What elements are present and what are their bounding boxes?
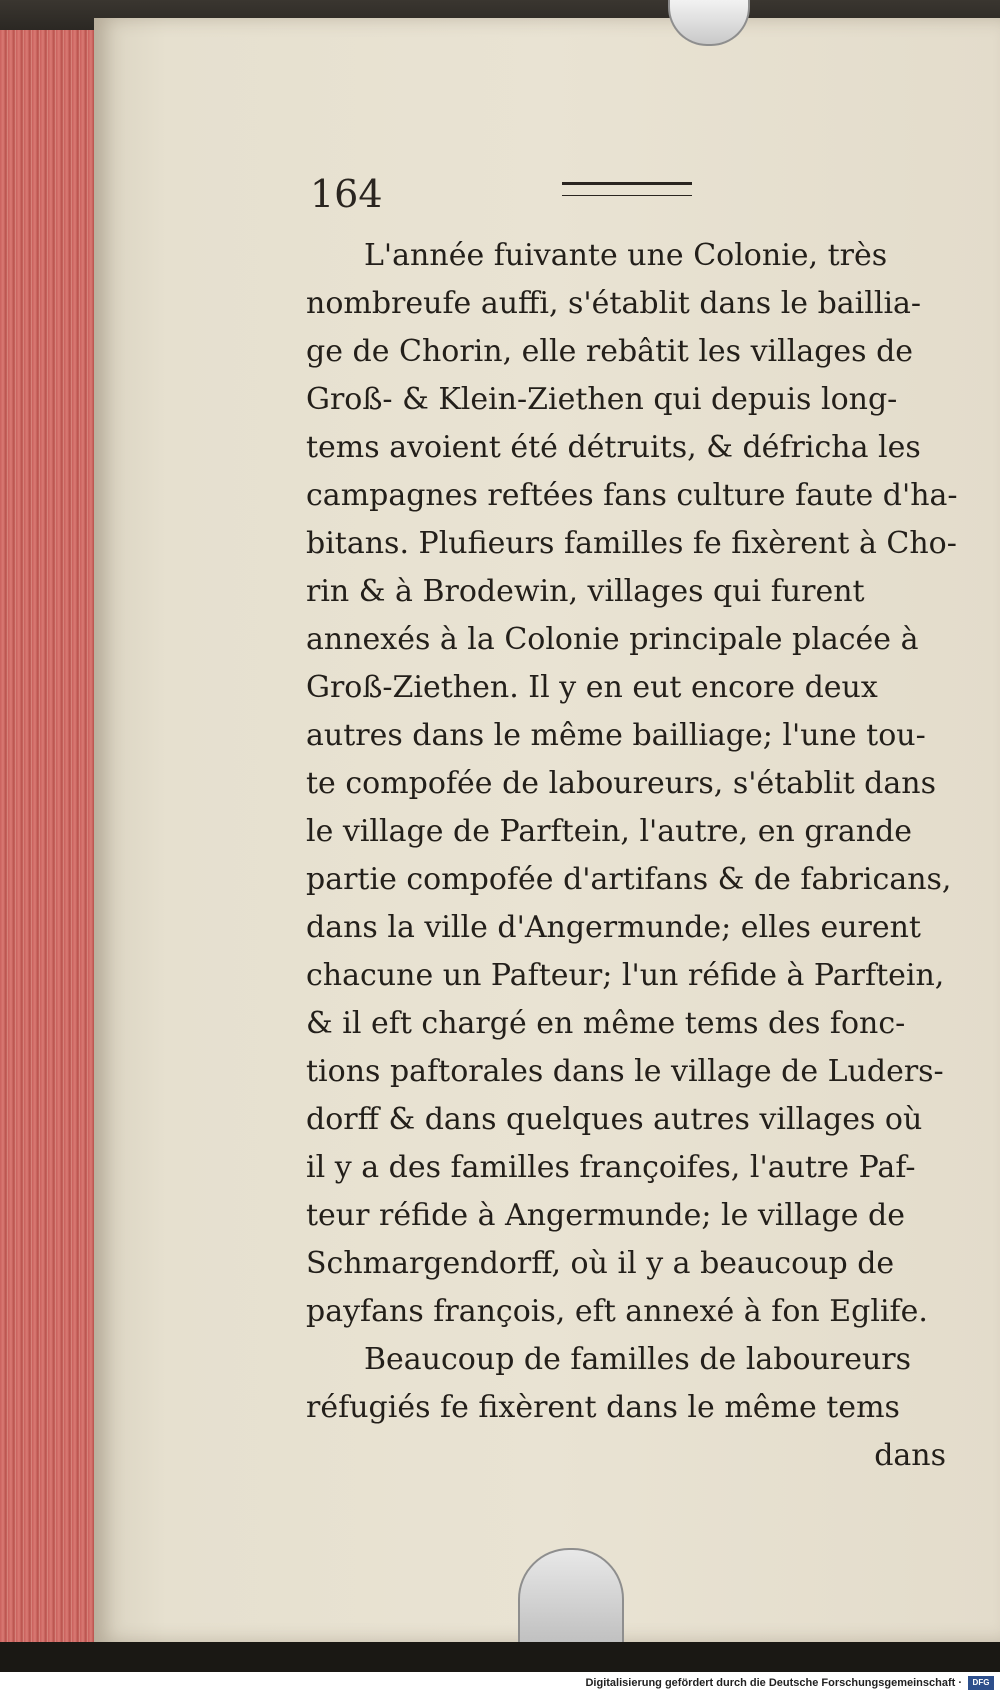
text-line: Groß- & Klein-Ziethen qui depuis long- bbox=[306, 382, 898, 417]
text-line: campagnes reftées fans culture faute d'ha- bbox=[306, 478, 958, 513]
text-line: te compofée de laboureurs, s'établit dans bbox=[306, 766, 936, 801]
text-line: tems avoient été détruits, & défricha les bbox=[306, 430, 921, 465]
text-line: nombreufe auffi, s'établit dans le baillia- bbox=[306, 286, 922, 321]
text-line: rin & à Brodewin, villages qui furent bbox=[306, 574, 865, 609]
text-line: bitans. Plufieurs familles fe fixèrent à Cho- bbox=[306, 526, 957, 561]
text-line: L'année fuivante une Colonie, très bbox=[364, 238, 888, 273]
book-page-edges bbox=[0, 30, 99, 1642]
text-line: annexés à la Colonie principale placée à bbox=[306, 622, 919, 657]
text-line: le village de Parftein, l'autre, en grande bbox=[306, 814, 913, 849]
page-clip-bottom bbox=[518, 1548, 624, 1650]
text-line: dorff & dans quelques autres villages où bbox=[306, 1102, 923, 1137]
text-line: chacune un Pafteur; l'un réfide à Parftein, bbox=[306, 958, 945, 993]
text-line: il y a des familles françoifes, l'autre Paf- bbox=[306, 1150, 916, 1185]
credit-text: Digitalisierung gefördert durch die Deutsche Forschungsgemeinschaft · bbox=[585, 1677, 962, 1689]
page-text bbox=[306, 232, 958, 1480]
dfg-logo: DFG bbox=[968, 1676, 994, 1690]
page-number: 164 bbox=[310, 172, 383, 216]
text-line: tions paftorales dans le village de Luders- bbox=[306, 1054, 944, 1089]
text-line: teur réfide à Angermunde; le village de bbox=[306, 1198, 905, 1233]
catchword: dans bbox=[874, 1438, 946, 1473]
text-line: Groß-Ziethen. Il y en eut encore deux bbox=[306, 670, 878, 705]
text-line: payfans françois, eft annexé à fon Eglife. bbox=[306, 1294, 928, 1329]
text-line: ge de Chorin, elle rebâtit les villages de bbox=[306, 334, 914, 369]
text-line: & il eft chargé en même tems des fonc- bbox=[306, 1006, 906, 1041]
header-rule bbox=[562, 182, 692, 196]
text-line: Schmargendorff, où il y a beaucoup de bbox=[306, 1246, 895, 1281]
digitization-credit bbox=[0, 1672, 1000, 1694]
text-line: réfugiés fe fixèrent dans le même tems bbox=[306, 1390, 900, 1425]
text-line: autres dans le même bailliage; l'une tou- bbox=[306, 718, 926, 753]
scan-background-bottom bbox=[0, 1642, 1000, 1672]
text-line: partie compofée d'artifans & de fabricans, bbox=[306, 862, 952, 897]
text-line: Beaucoup de familles de laboureurs bbox=[364, 1342, 912, 1377]
text-line: dans la ville d'Angermunde; elles eurent bbox=[306, 910, 921, 945]
